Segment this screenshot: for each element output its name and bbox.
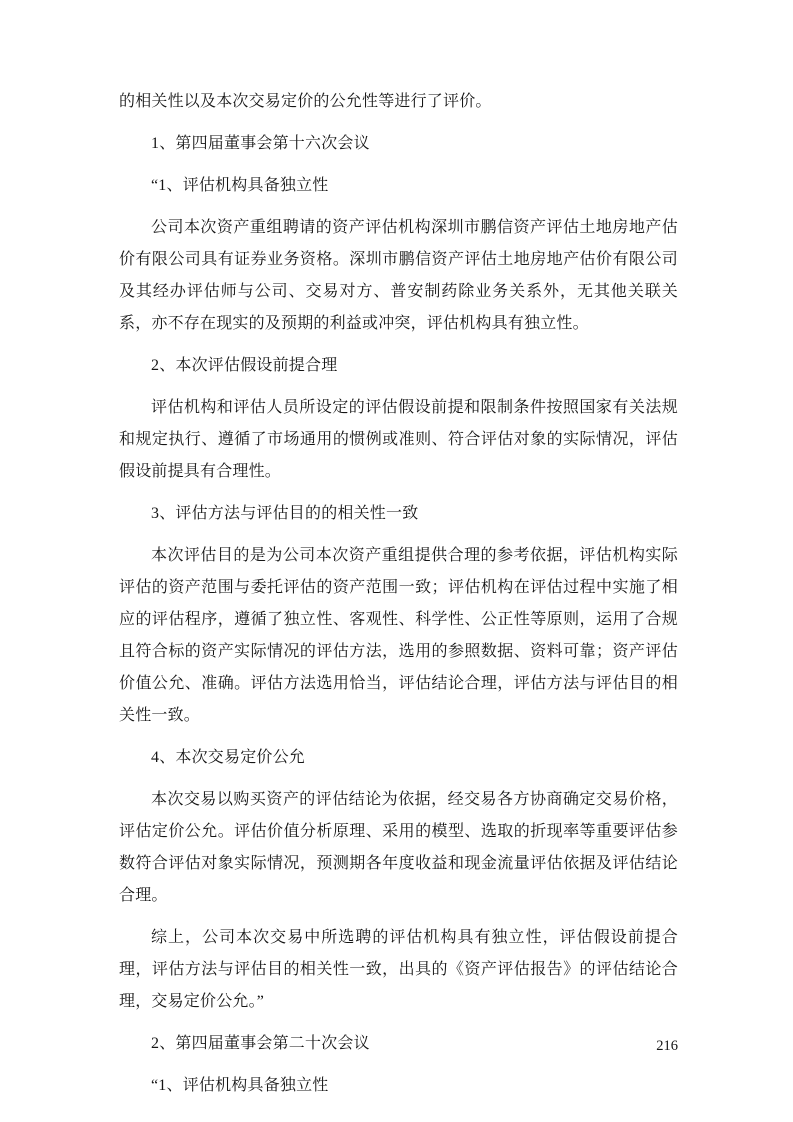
paragraph-independence-detail: 公司本次资产重组聘请的资产评估机构深圳市鹏信资产评估土地房地产估价有限公司具有证券业务资格。深圳市鹏信资产评估土地房地产估价有限公司及其经办评估师与公司、交易对方、普安制药除业务关系外，无其他关联关系，亦不存在现实的及预期的利益或冲突，评估机构具有独立性。 xyxy=(119,219,678,332)
subheading-method-relevance: 3、评估方法与评估目的的相关性一致 xyxy=(151,505,419,522)
paragraph-method-relevance-detail: 本次评估目的是为公司本次资产重组提供合理的参考依据，评估机构实际评估的资产范围与委托评估的资产范围一致；评估机构在评估过程中实施了相应的评估程序，遵循了独立性、客观性、科学性、公正性等原则，运用了合规且符合标的资产实际情况的评估方法，选用的参照数据、资料可靠；资产评估价值公允、准确。评估方法选用恰当，评估结论合理，评估方法与评估目的相关性一致。 xyxy=(119,547,678,724)
quoted-subheading-independence-2: “1、评估机构具备独立性 xyxy=(151,1077,329,1094)
paragraph-continuation: 的相关性以及本次交易定价的公允性等进行了评价。 xyxy=(119,93,492,110)
document-body xyxy=(119,86,678,1102)
subheading-assumptions: 2、本次评估假设前提合理 xyxy=(151,357,338,374)
quoted-subheading-independence-1: “1、评估机构具备独立性 xyxy=(151,177,329,194)
page-footer xyxy=(119,1036,678,1056)
section-heading-board-meeting-20: 2、第四届董事会第二十次会议 xyxy=(151,1035,370,1052)
subheading-pricing-fairness: 4、本次交易定价公允 xyxy=(151,749,306,766)
section-heading-board-meeting-16: 1、第四届董事会第十六次会议 xyxy=(151,135,370,152)
page-number: 216 xyxy=(656,1038,678,1054)
paragraph-summary-conclusion: 综上，公司本次交易中所选聘的评估机构具有独立性，评估假设前提合理，评估方法与评估目的相关性一致，出具的《资产评估报告》的评估结论合理，交易定价公允。” xyxy=(119,929,678,1010)
paragraph-assumptions-detail: 评估机构和评估人员所设定的评估假设前提和限制条件按照国家有关法规和规定执行、遵循了市场通用的惯例或准则、符合评估对象的实际情况，评估假设前提具有合理性。 xyxy=(119,399,678,480)
paragraph-pricing-fairness-detail: 本次交易以购买资产的评估结论为依据，经交易各方协商确定交易价格，评估定价公允。评估价值分析原理、采用的模型、选取的折现率等重要评估参数符合评估对象实际情况，预测期各年度收益和现金流量评估依据及评估结论合理。 xyxy=(119,791,678,904)
